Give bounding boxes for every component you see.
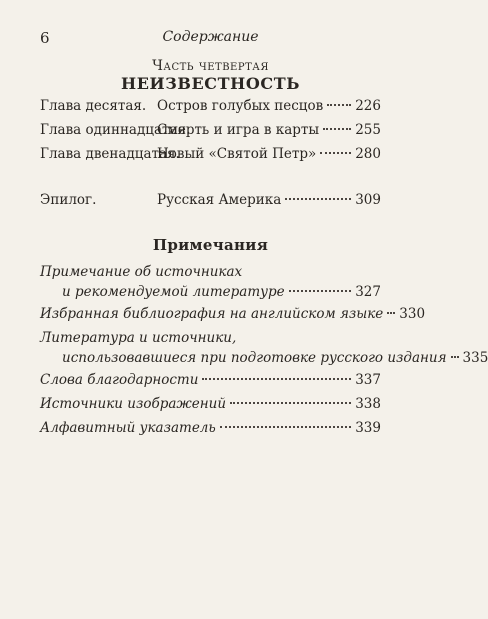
toc-entry: [40, 264, 381, 304]
page-ref: 280: [355, 146, 381, 162]
toc-entry: [40, 122, 381, 142]
part-title: НЕИЗВЕСТНОСТЬ: [120, 74, 301, 93]
chapter-title: Остров голубых песцов: [157, 98, 324, 114]
page-ref: 327: [355, 284, 381, 300]
page-ref: 309: [355, 192, 381, 208]
toc-entry: [40, 98, 381, 118]
dot-leader: [320, 152, 351, 154]
entry-title: Слова благодарности: [40, 372, 199, 388]
dot-leader: [230, 402, 351, 404]
page-number: 6: [40, 29, 50, 47]
entry-title-cont: и рекомендуемой литературе: [62, 284, 285, 300]
chapter-title: Новый «Святой Петр»: [157, 146, 317, 162]
entry-title-cont: использовавшиеся при подготовке русского издания: [62, 350, 447, 366]
toc-entry: [40, 420, 381, 440]
dot-leader: [289, 290, 352, 292]
entry-title: Избранная библиография на английском языке: [40, 306, 384, 322]
page-ref: 339: [355, 420, 381, 436]
dot-leader: [323, 128, 351, 130]
epilogue-label: Эпилог.: [40, 192, 97, 208]
toc-entry: [40, 396, 381, 416]
page-ref: 337: [355, 372, 381, 388]
notes-heading: Примечания: [152, 236, 269, 254]
dot-leader: [220, 426, 351, 428]
page-ref: 338: [355, 396, 381, 412]
dot-leader: [451, 356, 459, 358]
chapter-label: Глава десятая.: [40, 98, 147, 114]
chapter-title: Русская Америка: [157, 192, 282, 208]
page-ref: 255: [355, 122, 381, 138]
entry-title: Литература и источники,: [40, 330, 237, 346]
dot-leader: [285, 198, 351, 200]
toc-entry: [40, 306, 426, 326]
dot-leader: [327, 104, 351, 106]
chapter-label: Глава двенадцатая.: [40, 146, 180, 162]
page-ref: 226: [355, 98, 381, 114]
chapter-label: Глава одиннадцатая.: [40, 122, 191, 138]
dot-leader: [387, 312, 395, 314]
entry-title: Алфавитный указатель: [40, 420, 216, 436]
page-ref: 335: [462, 350, 488, 366]
entry-title: Источники изображений: [40, 396, 227, 412]
toc-entry: [40, 192, 381, 212]
chapter-title: Смерть и игра в карты: [157, 122, 320, 138]
part-label: Часть четвертая: [152, 58, 269, 74]
toc-entry: [40, 146, 381, 166]
entry-title: Примечание об источниках: [40, 264, 243, 280]
toc-entry: [40, 372, 381, 392]
toc-entry: [40, 330, 488, 370]
dot-leader: [202, 378, 351, 380]
page-ref: 330: [399, 306, 426, 322]
running-title: Содержание: [162, 29, 259, 45]
